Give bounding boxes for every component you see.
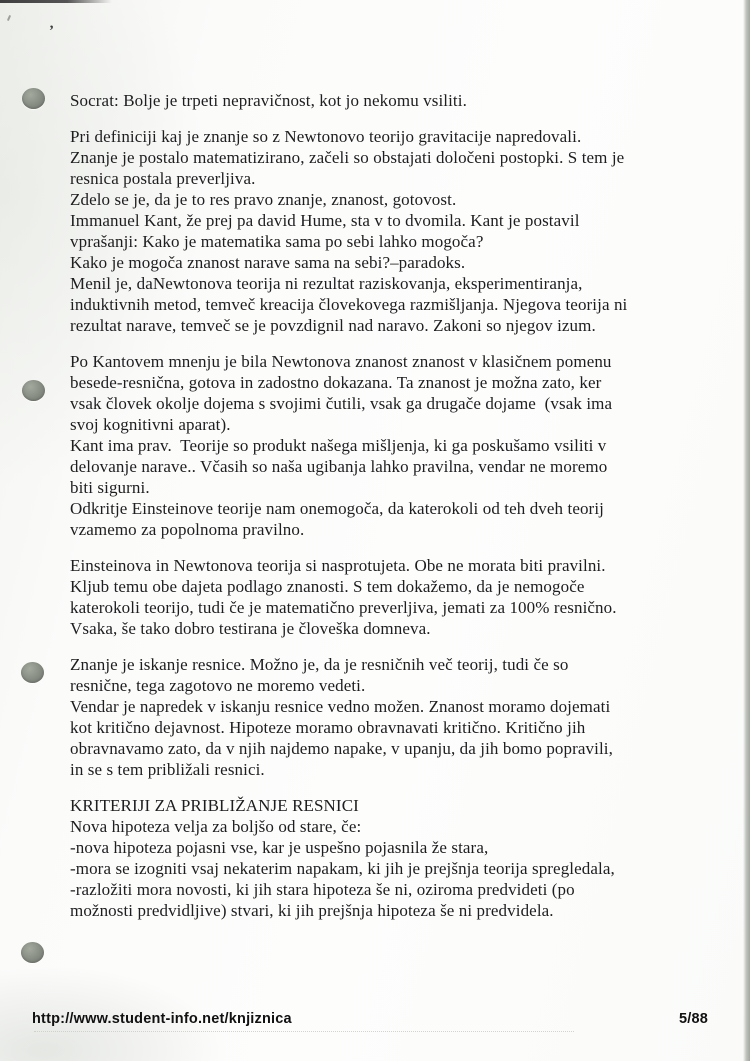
- text-line: KRITERIJI ZA PRIBLIŽANJE RESNICI: [70, 796, 359, 815]
- text-line: Znanje je iskanje resnice. Možno je, da je resničnih več teorij, tudi če so: [70, 655, 569, 674]
- text-line: Nova hipoteza velja za boljšo od stare, če:: [70, 817, 362, 836]
- text-line: Kljub temu obe dajeta podlago znanosti. S tem dokažemo, da je nemogoče: [70, 577, 585, 596]
- text-line: delovanje narave.. Včasih so naša ugibanja lahko pravilna, vendar ne moremo: [70, 457, 608, 476]
- text-line: -mora se izogniti vsaj nekaterim napakam, ki jih je prejšnja teorija spregledala,: [70, 859, 615, 878]
- scan-edge-right: [743, 0, 750, 1061]
- scan-speck: ’: [49, 23, 54, 39]
- scan-speck: [7, 15, 11, 21]
- text-line: obravnavamo zato, da v njih najdemo napake, v upanju, da jih bomo popravili,: [70, 739, 613, 758]
- perforation-dots: [34, 1031, 574, 1032]
- text-line: Zdelo se je, da je to res pravo znanje, znanost, gotovost.: [70, 190, 457, 209]
- text-line: Vsaka, še tako dobro testirana je človeška domneva.: [70, 619, 431, 638]
- text-line: resnične, tega zagotovo ne moremo vedeti.: [70, 676, 366, 695]
- paragraph: [70, 795, 730, 921]
- text-line: -razložiti mora novosti, ki jih stara hipoteza še ni, oziroma predvideti (po: [70, 880, 575, 899]
- paragraph: [70, 90, 730, 111]
- scan-edge-top: [0, 0, 112, 3]
- text-line: možnosti predvidljive) stvari, ki jih prejšnja hipoteza še ni predvidela.: [70, 901, 554, 920]
- text-line: biti sigurni.: [70, 478, 150, 497]
- text-line: vsak človek okolje dojema s svojimi čutili, vsak ga drugače dojame (vsak ima: [70, 394, 613, 413]
- paragraph: [70, 351, 730, 540]
- hole-punch-mark: [22, 380, 45, 401]
- text-line: rezultat narave, temveč se je povzdignil nad naravo. Zakoni so njegov izum.: [70, 316, 596, 335]
- text-line: vprašanji: Kako je matematika sama po sebi lahko mogoča?: [70, 232, 484, 251]
- text-line: Odkritje Einsteinove teorije nam onemogoča, da katerokoli od teh dveh teorij: [70, 499, 604, 518]
- text-line: Immanuel Kant, že prej pa david Hume, sta v to dvomila. Kant je postavil: [70, 211, 580, 230]
- text-line: katerokoli teorijo, tudi če je matematično preverljiva, jemati za 100% resnično.: [70, 598, 617, 617]
- paragraph: [70, 654, 730, 780]
- text-line: kot kritično dejavnost. Hipoteze moramo obravnavati kritično. Kritično jih: [70, 718, 586, 737]
- text-line: Pri definiciji kaj je znanje so z Newtonovo teorijo gravitacije napredovali.: [70, 127, 582, 146]
- text-line: Po Kantovem mnenju je bila Newtonova znanost znanost v klasičnem pomenu: [70, 352, 612, 371]
- text-line: Menil je, daNewtonova teorija ni rezultat raziskovanja, eksperimentiranja,: [70, 274, 583, 293]
- text-line: vzamemo za popolnoma pravilno.: [70, 520, 305, 539]
- text-line: Kako je mogoča znanost narave sama na sebi?–paradoks.: [70, 253, 466, 272]
- document-text: [70, 90, 730, 921]
- text-line: in se s tem približali resnici.: [70, 760, 265, 779]
- text-line: Vendar je napredek v iskanju resnice vedno možen. Znanost moramo dojemati: [70, 697, 611, 716]
- text-line: -nova hipoteza pojasni vse, kar je uspešno pojasnila že stara,: [70, 838, 489, 857]
- hole-punch-mark: [22, 88, 45, 109]
- text-line: Znanje je postalo matematizirano, začeli so obstajati določeni postopki. S tem je: [70, 148, 625, 167]
- text-line: Einsteinova in Newtonova teorija si nasprotujeta. Obe ne morata biti pravilni.: [70, 556, 606, 575]
- footer-url: http://www.student-info.net/knjiznica: [32, 1011, 292, 1027]
- text-line: besede-resnična, gotova in zadostno dokazana. Ta znanost je možna zato, ker: [70, 373, 602, 392]
- text-line: resnica postala preverljiva.: [70, 169, 256, 188]
- text-line: Kant ima prav. Teorije so produkt našega mišljenja, ki ga poskušamo vsiliti v: [70, 436, 607, 455]
- text-line: induktivnih metod, temveč kreacija človekovega razmišljanja. Njegova teorija ni: [70, 295, 628, 314]
- hole-punch-mark: [21, 662, 44, 683]
- paragraph: [70, 555, 730, 639]
- text-line: Socrat: Bolje je trpeti nepravičnost, kot jo nekomu vsiliti.: [70, 91, 467, 110]
- text-line: svoj kognitivni aparat).: [70, 415, 231, 434]
- footer-page-number: 5/88: [679, 1011, 709, 1027]
- paragraph: [70, 126, 730, 336]
- hole-punch-mark: [21, 942, 44, 963]
